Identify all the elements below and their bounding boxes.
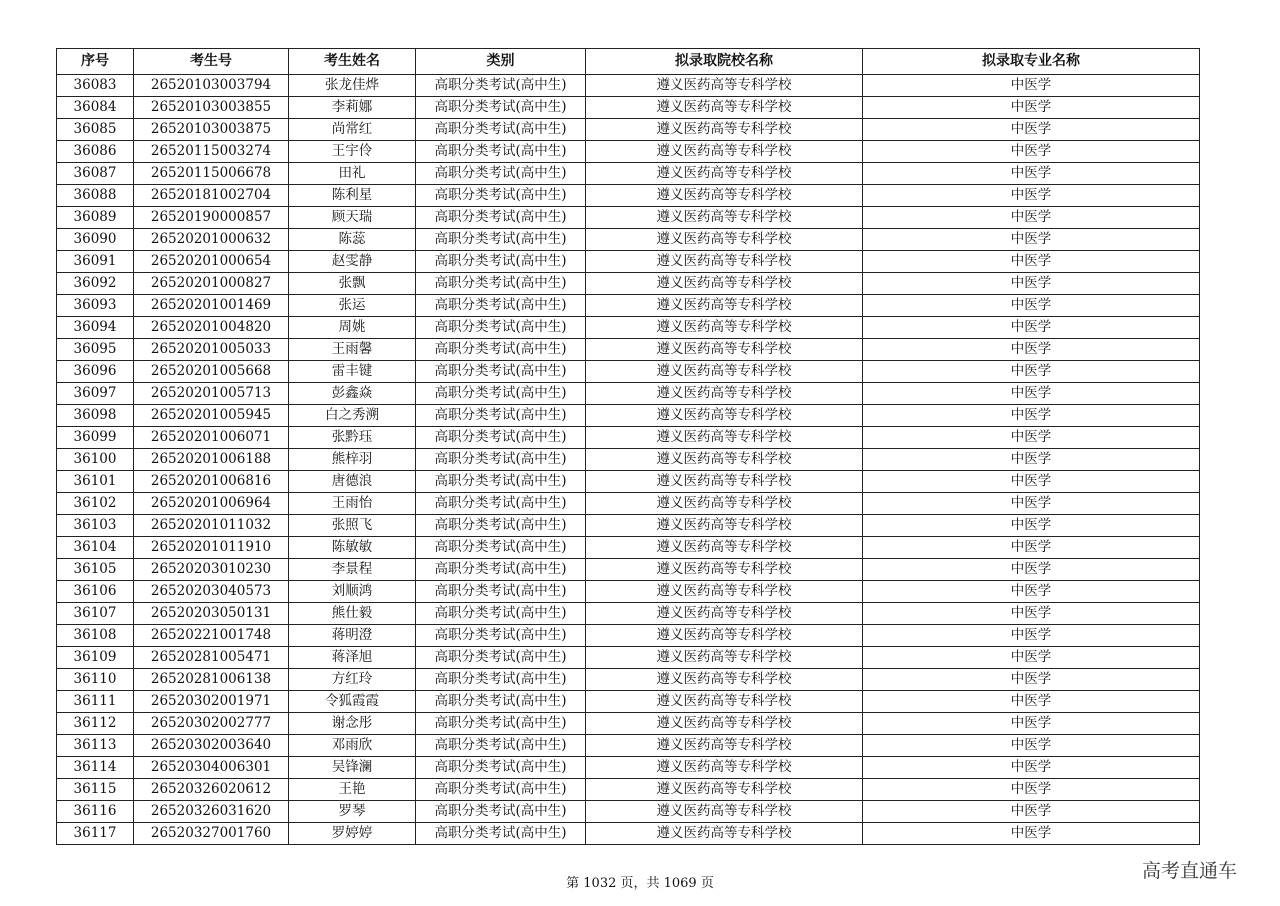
cell-major-name: 中医学 [863,119,1200,141]
table-row [57,625,1200,647]
cell-major-name: 中医学 [863,449,1200,471]
cell-seq-number: 36098 [57,405,134,427]
cell-college-name: 遵义医药高等专科学校 [586,141,863,163]
cell-seq-number: 36084 [57,97,134,119]
cell-seq-number: 36086 [57,141,134,163]
cell-seq-number: 36104 [57,537,134,559]
cell-candidate-name: 田礼 [289,163,416,185]
cell-category: 高职分类考试(高中生) [416,515,586,537]
table-row [57,779,1200,801]
table-row [57,735,1200,757]
table-row [57,383,1200,405]
cell-candidate-id: 26520201006964 [134,493,289,515]
cell-category: 高职分类考试(高中生) [416,757,586,779]
cell-seq-number: 36092 [57,273,134,295]
cell-college-name: 遵义医药高等专科学校 [586,603,863,625]
cell-candidate-name: 彭鑫焱 [289,383,416,405]
cell-seq-number: 36091 [57,251,134,273]
cell-candidate-name: 张飘 [289,273,416,295]
cell-candidate-name: 陈利星 [289,185,416,207]
cell-candidate-name: 罗琴 [289,801,416,823]
cell-seq-number: 36099 [57,427,134,449]
cell-major-name: 中医学 [863,251,1200,273]
cell-candidate-name: 罗婷婷 [289,823,416,845]
cell-category: 高职分类考试(高中生) [416,251,586,273]
table-body [57,75,1200,845]
cell-category: 高职分类考试(高中生) [416,383,586,405]
cell-seq-number: 36106 [57,581,134,603]
cell-college-name: 遵义医药高等专科学校 [586,405,863,427]
cell-college-name: 遵义医药高等专科学校 [586,75,863,97]
cell-major-name: 中医学 [863,141,1200,163]
table-row [57,339,1200,361]
cell-college-name: 遵义医药高等专科学校 [586,735,863,757]
cell-candidate-id: 26520201006071 [134,427,289,449]
header-row [57,49,1200,75]
cell-seq-number: 36109 [57,647,134,669]
cell-candidate-name: 唐德浪 [289,471,416,493]
cell-major-name: 中医学 [863,361,1200,383]
header-seq-number: 序号 [57,49,134,75]
table-row [57,427,1200,449]
cell-college-name: 遵义医药高等专科学校 [586,449,863,471]
cell-category: 高职分类考试(高中生) [416,493,586,515]
cell-major-name: 中医学 [863,581,1200,603]
cell-seq-number: 36107 [57,603,134,625]
table-row [57,251,1200,273]
cell-college-name: 遵义医药高等专科学校 [586,537,863,559]
cell-candidate-id: 26520201006188 [134,449,289,471]
cell-category: 高职分类考试(高中生) [416,691,586,713]
cell-college-name: 遵义医药高等专科学校 [586,185,863,207]
table-row [57,361,1200,383]
cell-candidate-name: 谢念彤 [289,713,416,735]
cell-candidate-id: 26520201006816 [134,471,289,493]
table-row [57,823,1200,845]
cell-candidate-name: 王宇伶 [289,141,416,163]
page-footer: 第 1032 页，共 1069 页 [566,876,714,891]
cell-college-name: 遵义医药高等专科学校 [586,207,863,229]
cell-major-name: 中医学 [863,273,1200,295]
cell-candidate-id: 26520201005033 [134,339,289,361]
table-row [57,757,1200,779]
cell-candidate-id: 26520103003855 [134,97,289,119]
cell-candidate-name: 尚常红 [289,119,416,141]
cell-category: 高职分类考试(高中生) [416,295,586,317]
cell-seq-number: 36113 [57,735,134,757]
cell-candidate-name: 赵雯静 [289,251,416,273]
table-row [57,581,1200,603]
cell-college-name: 遵义医药高等专科学校 [586,163,863,185]
cell-candidate-id: 26520326031620 [134,801,289,823]
table-row [57,603,1200,625]
cell-category: 高职分类考试(高中生) [416,163,586,185]
cell-seq-number: 36096 [57,361,134,383]
cell-candidate-id: 26520281006138 [134,669,289,691]
table-row [57,295,1200,317]
cell-college-name: 遵义医药高等专科学校 [586,669,863,691]
cell-candidate-name: 蒋明澄 [289,625,416,647]
cell-candidate-name: 张黔珏 [289,427,416,449]
admission-table [56,48,1200,845]
header-major-name: 拟录取专业名称 [863,49,1200,75]
table-row [57,405,1200,427]
cell-major-name: 中医学 [863,427,1200,449]
cell-category: 高职分类考试(高中生) [416,97,586,119]
watermark-logo: 高考直通车 [1142,860,1238,882]
cell-seq-number: 36108 [57,625,134,647]
cell-seq-number: 36089 [57,207,134,229]
cell-candidate-name: 熊仕毅 [289,603,416,625]
cell-major-name: 中医学 [863,537,1200,559]
cell-candidate-name: 周姚 [289,317,416,339]
cell-seq-number: 36115 [57,779,134,801]
cell-seq-number: 36097 [57,383,134,405]
cell-major-name: 中医学 [863,163,1200,185]
cell-seq-number: 36100 [57,449,134,471]
cell-candidate-name: 令狐霞霞 [289,691,416,713]
cell-candidate-id: 26520201000632 [134,229,289,251]
cell-candidate-id: 26520304006301 [134,757,289,779]
cell-candidate-name: 王艳 [289,779,416,801]
cell-seq-number: 36111 [57,691,134,713]
cell-seq-number: 36088 [57,185,134,207]
cell-candidate-name: 陈敏敏 [289,537,416,559]
table-row [57,97,1200,119]
cell-major-name: 中医学 [863,779,1200,801]
header-category: 类别 [416,49,586,75]
cell-category: 高职分类考试(高中生) [416,207,586,229]
cell-category: 高职分类考试(高中生) [416,141,586,163]
cell-category: 高职分类考试(高中生) [416,647,586,669]
cell-candidate-id: 26520203010230 [134,559,289,581]
cell-major-name: 中医学 [863,493,1200,515]
cell-category: 高职分类考试(高中生) [416,537,586,559]
cell-college-name: 遵义医药高等专科学校 [586,317,863,339]
cell-college-name: 遵义医药高等专科学校 [586,493,863,515]
cell-college-name: 遵义医药高等专科学校 [586,251,863,273]
cell-major-name: 中医学 [863,75,1200,97]
cell-candidate-name: 吴锋澜 [289,757,416,779]
table-row [57,75,1200,97]
cell-category: 高职分类考试(高中生) [416,779,586,801]
cell-major-name: 中医学 [863,207,1200,229]
cell-category: 高职分类考试(高中生) [416,185,586,207]
cell-candidate-id: 26520221001748 [134,625,289,647]
cell-major-name: 中医学 [863,97,1200,119]
cell-college-name: 遵义医药高等专科学校 [586,383,863,405]
cell-seq-number: 36114 [57,757,134,779]
table-row [57,493,1200,515]
cell-major-name: 中医学 [863,559,1200,581]
cell-college-name: 遵义医药高等专科学校 [586,361,863,383]
table-row [57,471,1200,493]
table-row [57,163,1200,185]
cell-candidate-name: 王雨馨 [289,339,416,361]
cell-candidate-name: 张照飞 [289,515,416,537]
cell-major-name: 中医学 [863,669,1200,691]
cell-category: 高职分类考试(高中生) [416,625,586,647]
cell-candidate-id: 26520190000857 [134,207,289,229]
cell-candidate-name: 张运 [289,295,416,317]
cell-college-name: 遵义医药高等专科学校 [586,97,863,119]
cell-category: 高职分类考试(高中生) [416,361,586,383]
cell-candidate-id: 26520302003640 [134,735,289,757]
cell-candidate-name: 李景程 [289,559,416,581]
cell-major-name: 中医学 [863,735,1200,757]
cell-candidate-id: 26520302001971 [134,691,289,713]
cell-college-name: 遵义医药高等专科学校 [586,229,863,251]
cell-seq-number: 36090 [57,229,134,251]
cell-category: 高职分类考试(高中生) [416,273,586,295]
cell-category: 高职分类考试(高中生) [416,823,586,845]
cell-candidate-name: 白之秀溯 [289,405,416,427]
cell-seq-number: 36110 [57,669,134,691]
cell-major-name: 中医学 [863,185,1200,207]
cell-candidate-id: 26520201011910 [134,537,289,559]
cell-candidate-name: 雷丰键 [289,361,416,383]
cell-category: 高职分类考试(高中生) [416,603,586,625]
cell-category: 高职分类考试(高中生) [416,449,586,471]
cell-candidate-id: 26520181002704 [134,185,289,207]
cell-seq-number: 36116 [57,801,134,823]
cell-candidate-id: 26520327001760 [134,823,289,845]
cell-major-name: 中医学 [863,471,1200,493]
cell-candidate-name: 李莉娜 [289,97,416,119]
table-row [57,559,1200,581]
cell-college-name: 遵义医药高等专科学校 [586,559,863,581]
cell-seq-number: 36094 [57,317,134,339]
cell-candidate-id: 26520203040573 [134,581,289,603]
cell-college-name: 遵义医药高等专科学校 [586,823,863,845]
cell-candidate-name: 张龙佳烨 [289,75,416,97]
cell-college-name: 遵义医药高等专科学校 [586,515,863,537]
cell-seq-number: 36083 [57,75,134,97]
cell-candidate-name: 蒋泽旭 [289,647,416,669]
table-row [57,801,1200,823]
cell-college-name: 遵义医药高等专科学校 [586,625,863,647]
cell-candidate-id: 26520115003274 [134,141,289,163]
cell-major-name: 中医学 [863,625,1200,647]
cell-seq-number: 36102 [57,493,134,515]
cell-college-name: 遵义医药高等专科学校 [586,713,863,735]
table-row [57,647,1200,669]
cell-category: 高职分类考试(高中生) [416,713,586,735]
cell-major-name: 中医学 [863,603,1200,625]
cell-candidate-id: 26520326020612 [134,779,289,801]
cell-category: 高职分类考试(高中生) [416,735,586,757]
cell-major-name: 中医学 [863,515,1200,537]
cell-college-name: 遵义医药高等专科学校 [586,581,863,603]
cell-college-name: 遵义医药高等专科学校 [586,339,863,361]
cell-major-name: 中医学 [863,229,1200,251]
cell-candidate-name: 邓雨欣 [289,735,416,757]
cell-college-name: 遵义医药高等专科学校 [586,647,863,669]
cell-category: 高职分类考试(高中生) [416,229,586,251]
table-row [57,119,1200,141]
table-row [57,229,1200,251]
cell-candidate-id: 26520115006678 [134,163,289,185]
cell-seq-number: 36085 [57,119,134,141]
cell-major-name: 中医学 [863,823,1200,845]
cell-category: 高职分类考试(高中生) [416,471,586,493]
cell-category: 高职分类考试(高中生) [416,75,586,97]
cell-major-name: 中医学 [863,647,1200,669]
cell-category: 高职分类考试(高中生) [416,427,586,449]
cell-candidate-id: 26520201011032 [134,515,289,537]
table-row [57,691,1200,713]
cell-candidate-name: 陈蕊 [289,229,416,251]
cell-seq-number: 36103 [57,515,134,537]
cell-college-name: 遵义医药高等专科学校 [586,471,863,493]
cell-seq-number: 36112 [57,713,134,735]
cell-candidate-id: 26520201000654 [134,251,289,273]
cell-candidate-id: 26520203050131 [134,603,289,625]
cell-candidate-id: 26520201005945 [134,405,289,427]
cell-major-name: 中医学 [863,339,1200,361]
header-candidate-id: 考生号 [134,49,289,75]
cell-candidate-name: 熊梓羽 [289,449,416,471]
cell-major-name: 中医学 [863,295,1200,317]
cell-major-name: 中医学 [863,317,1200,339]
cell-major-name: 中医学 [863,757,1200,779]
cell-candidate-id: 26520201004820 [134,317,289,339]
cell-category: 高职分类考试(高中生) [416,317,586,339]
cell-candidate-id: 26520103003875 [134,119,289,141]
table-row [57,141,1200,163]
cell-candidate-id: 26520201000827 [134,273,289,295]
table-row [57,669,1200,691]
cell-candidate-id: 26520201005668 [134,361,289,383]
cell-candidate-id: 26520302002777 [134,713,289,735]
table-row [57,317,1200,339]
table-row [57,515,1200,537]
table-row [57,207,1200,229]
cell-candidate-id: 26520103003794 [134,75,289,97]
cell-college-name: 遵义医药高等专科学校 [586,273,863,295]
header-candidate-name: 考生姓名 [289,49,416,75]
cell-candidate-id: 26520201005713 [134,383,289,405]
cell-candidate-id: 26520281005471 [134,647,289,669]
cell-category: 高职分类考试(高中生) [416,581,586,603]
cell-candidate-name: 王雨怡 [289,493,416,515]
header-college-name: 拟录取院校名称 [586,49,863,75]
cell-major-name: 中医学 [863,405,1200,427]
cell-major-name: 中医学 [863,383,1200,405]
table-header [57,49,1200,75]
cell-category: 高职分类考试(高中生) [416,339,586,361]
table-row [57,449,1200,471]
cell-category: 高职分类考试(高中生) [416,405,586,427]
table-row [57,537,1200,559]
cell-seq-number: 36087 [57,163,134,185]
table-row [57,273,1200,295]
cell-candidate-name: 刘顺鸿 [289,581,416,603]
cell-seq-number: 36105 [57,559,134,581]
cell-college-name: 遵义医药高等专科学校 [586,801,863,823]
cell-candidate-id: 26520201001469 [134,295,289,317]
cell-seq-number: 36093 [57,295,134,317]
cell-category: 高职分类考试(高中生) [416,559,586,581]
cell-seq-number: 36117 [57,823,134,845]
cell-category: 高职分类考试(高中生) [416,669,586,691]
cell-category: 高职分类考试(高中生) [416,119,586,141]
cell-major-name: 中医学 [863,713,1200,735]
cell-college-name: 遵义医药高等专科学校 [586,757,863,779]
cell-college-name: 遵义医药高等专科学校 [586,119,863,141]
cell-seq-number: 36095 [57,339,134,361]
cell-candidate-name: 顾天瑞 [289,207,416,229]
cell-college-name: 遵义医药高等专科学校 [586,779,863,801]
cell-major-name: 中医学 [863,801,1200,823]
cell-college-name: 遵义医药高等专科学校 [586,691,863,713]
cell-college-name: 遵义医药高等专科学校 [586,295,863,317]
table-row [57,713,1200,735]
table-row [57,185,1200,207]
cell-candidate-name: 方红玲 [289,669,416,691]
cell-college-name: 遵义医药高等专科学校 [586,427,863,449]
cell-seq-number: 36101 [57,471,134,493]
cell-major-name: 中医学 [863,691,1200,713]
cell-category: 高职分类考试(高中生) [416,801,586,823]
